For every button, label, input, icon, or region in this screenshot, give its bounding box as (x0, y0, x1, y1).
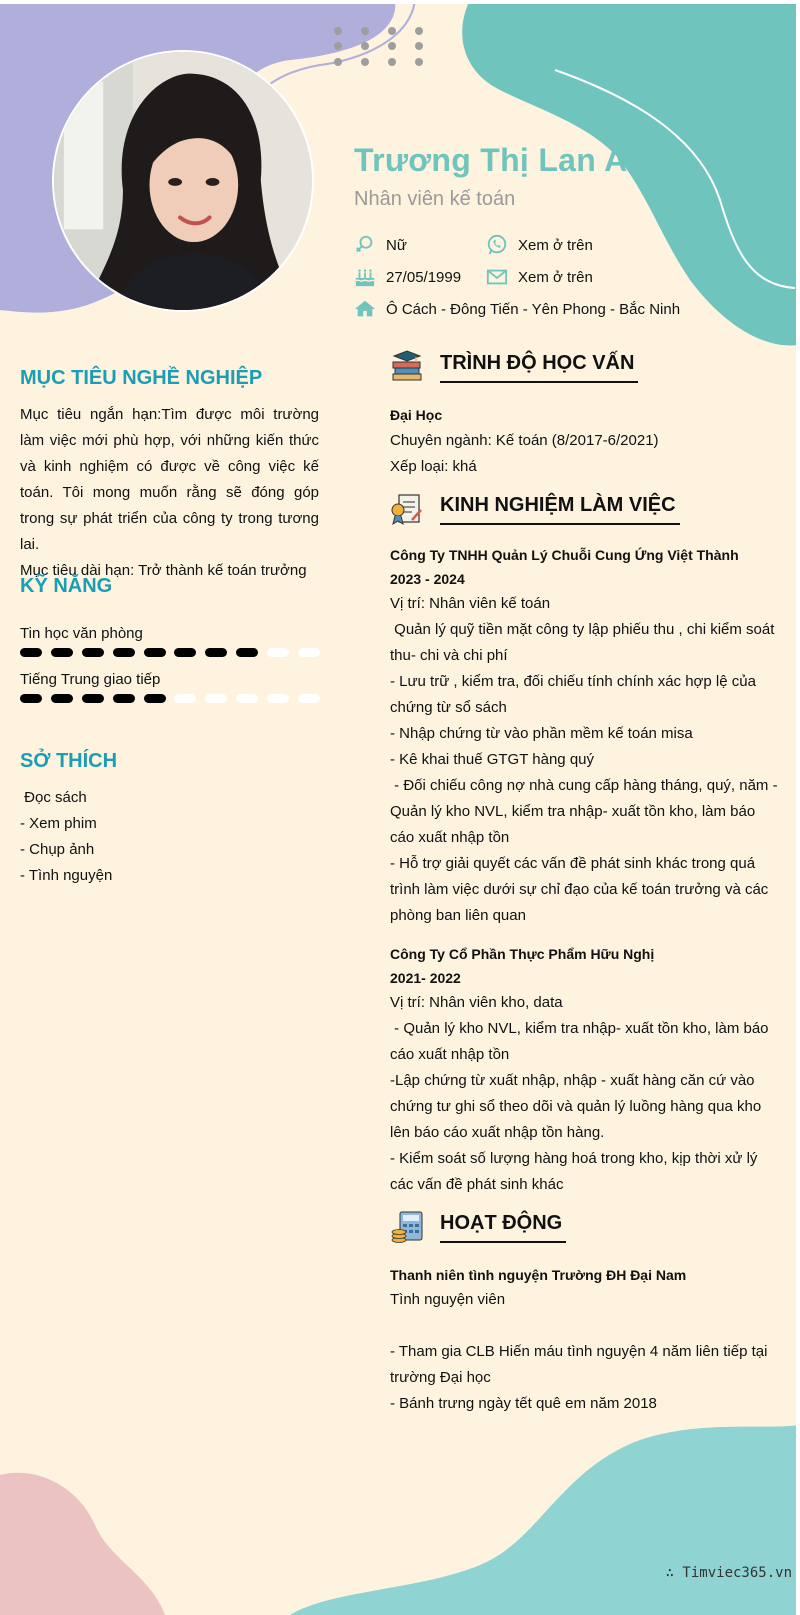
skill-dash (267, 694, 289, 703)
skill-dash (144, 694, 166, 703)
education-content (390, 402, 782, 480)
skill-dash (20, 694, 42, 703)
hobbies-list (20, 785, 112, 889)
experience-document-icon (390, 492, 424, 526)
job-line: - Kê khai thuế GTGT hàng quý (390, 751, 595, 768)
activities-title: HOẠT ĐỘNG (440, 1212, 566, 1243)
skill-label: Tin học văn phòng (20, 625, 143, 642)
education-header (390, 350, 638, 384)
activities-calculator-icon (390, 1210, 424, 1244)
skill-dash (51, 694, 73, 703)
activities-content (390, 1263, 782, 1417)
skill-dash (82, 694, 104, 703)
skill-dash (205, 694, 227, 703)
gender-value: Nữ (386, 236, 407, 254)
activities-header (390, 1210, 566, 1244)
career-goal-title: MỤC TIÊU NGHỀ NGHIỆP (20, 367, 263, 389)
skill-dash (82, 648, 104, 657)
skill-dash (113, 694, 135, 703)
education-line: Xếp loại: khá (390, 458, 477, 475)
activity-line: - Bánh trưng ngày tết quê em năm 2018 (390, 1395, 657, 1412)
info-phone (486, 234, 593, 256)
job-period: 2021- 2022 (390, 970, 461, 986)
job-period: 2023 - 2024 (390, 571, 465, 587)
info-birthday (354, 266, 461, 288)
avatar-photo (54, 52, 312, 310)
job-line: - Kiểm soát số lượng hàng hoá trong kho, kịp thời xử lý các vấn đề phát sinh khác (390, 1150, 758, 1193)
info-gender (354, 234, 407, 256)
info-address (354, 298, 680, 320)
job-line: Vị trí: Nhân viên kế toán (390, 595, 551, 612)
job-line: -Lập chứng từ xuất nhập, nhập - xuất hàng căn cứ vào chứng tư ghi sổ theo dõi và quản lý luồng hàng qua kho lên báo cáo xuất nhập tồn hàng. (390, 1072, 762, 1141)
job-line: - Nhập chứng từ vào phần mềm kế toán misa (390, 725, 693, 742)
home-icon (354, 298, 376, 320)
address-value: Ô Cách - Đông Tiến - Yên Phong - Bắc Ninh (386, 300, 681, 318)
skill-dash (51, 648, 73, 657)
skill-rating-bar (20, 694, 320, 703)
skill-dash (144, 648, 166, 657)
birthday-value: 27/05/1999 (386, 268, 462, 286)
hobby-item: - Chụp ảnh (20, 841, 95, 858)
skill-dash (236, 694, 258, 703)
job-line: Quản lý quỹ tiền mặt công ty lập phiếu thu , chi kiểm soát thu- chi và chi phí (390, 621, 779, 664)
phone-icon (486, 234, 508, 256)
candidate-name: Trương Thị Lan Anh (354, 142, 668, 178)
job-title: Nhân viên kế toán (354, 188, 516, 210)
skill-dash (174, 648, 196, 657)
avatar (52, 50, 314, 312)
brand-watermark: ∴ Timviec365.vn (665, 1565, 792, 1581)
short-term-goal: Mục tiêu ngắn hạn:Tìm được môi trường làm việc mới phù hợp, với những kiến thức và kinh nghiệm có được về công việc kế toán. Tôi mong muốn rằng sẽ đóng góp trong sự phát triển của công ty trong tương lai. (20, 406, 319, 553)
activity-line: - Tham gia CLB Hiến máu tình nguyện 4 năm liên tiếp tại trường Đại học (390, 1343, 768, 1386)
job-entry (390, 942, 782, 1198)
email-value: Xem ở trên (518, 268, 593, 286)
experience-title: KINH NGHIỆM LÀM VIỆC (440, 494, 680, 525)
job-entry (390, 543, 782, 929)
info-email (486, 266, 593, 288)
skill-dash (174, 694, 196, 703)
hobby-item: - Tình nguyện (20, 867, 113, 884)
education-title: TRÌNH ĐỘ HỌC VẤN (440, 352, 638, 383)
skill-dash (298, 648, 320, 657)
phone-value: Xem ở trên (518, 236, 593, 254)
education-line: Chuyên ngành: Kế toán (8/2017-6/2021) (390, 432, 659, 449)
skill-dash (267, 648, 289, 657)
career-goal-text (20, 402, 319, 584)
job-line: - Quản lý kho NVL, kiểm tra nhập- xuất tồn kho, làm báo cáo xuất nhập tồn (390, 1020, 773, 1063)
activity-role: Tình nguyện viên (390, 1291, 506, 1308)
activity-org: Thanh niên tình nguyện Trường ĐH Đại Nam (390, 1267, 687, 1283)
gender-icon (354, 234, 376, 256)
skills-title: KỸ NĂNG (20, 575, 113, 597)
skill-label: Tiếng Trung giao tiếp (20, 671, 161, 688)
email-icon (486, 266, 508, 288)
job-line: - Hỗ trợ giải quyết các vấn đề phát sinh khác trong quá trình làm việc dưới sự chỉ đạo của kế toán trưởng và các phòng ban liên quan (390, 855, 769, 924)
skill-dash (205, 648, 227, 657)
job-company: Công Ty TNHH Quản Lý Chuỗi Cung Ứng Việt Thành (390, 547, 739, 563)
skill-rating-bar (20, 648, 320, 657)
job-line: Vị trí: Nhân viên kho, data (390, 994, 563, 1011)
skill-dash (113, 648, 135, 657)
job-line: - Đối chiếu công nợ nhà cung cấp hàng tháng, quý, năm -Quản lý kho NVL, kiểm tra nhập- xuất tồn kho, làm báo cáo xuất nhập tồn (390, 777, 778, 846)
education-school: Đại Học (390, 407, 443, 423)
job-line: - Lưu trữ , kiểm tra, đối chiếu tính chính xác hợp lệ của chứng từ sổ sách (390, 673, 756, 716)
hobby-item: - Xem phim (20, 815, 97, 832)
birthday-icon (354, 266, 376, 288)
hobbies-title: SỞ THÍCH (20, 750, 118, 772)
job-company: Công Ty Cổ Phần Thực Phẩm Hữu Nghị (390, 946, 655, 962)
long-term-goal: Mục tiêu dài hạn: Trở thành kế toán trưởng (20, 562, 307, 579)
skill-dash (20, 648, 42, 657)
skill-dash (298, 694, 320, 703)
education-books-icon (390, 350, 424, 384)
experience-header (390, 492, 680, 526)
hobby-item: Đọc sách (20, 789, 87, 806)
skill-dash (236, 648, 258, 657)
